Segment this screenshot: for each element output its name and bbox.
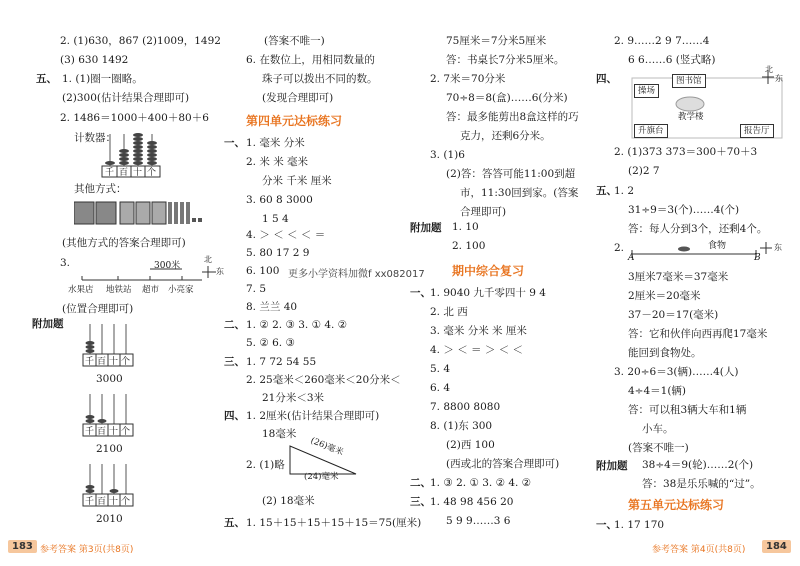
answer-line: 8. 兰兰 40 bbox=[246, 301, 298, 313]
answer-line: 18毫米 bbox=[262, 428, 297, 440]
answer-line: 37－20＝17(毫米) bbox=[628, 309, 719, 321]
answer-line: 答：书桌长7分米5厘米。 bbox=[446, 54, 565, 66]
answer-line: 2. 25毫米＜260毫米＜20分米＜ bbox=[246, 374, 401, 386]
route-diagram bbox=[62, 255, 224, 300]
answer-line: 3. (1)6 bbox=[430, 149, 465, 161]
abacus-label: 千 bbox=[105, 168, 115, 178]
abacus-label: 个 bbox=[121, 497, 131, 507]
food-label: 食物 bbox=[708, 241, 727, 251]
answer-line: 答：可以租3辆大车和1辆 bbox=[628, 404, 747, 416]
abacus-label: 个 bbox=[121, 427, 131, 437]
abacus-illustration bbox=[100, 132, 162, 178]
map-place: 升旗台 bbox=[634, 124, 668, 138]
answer-line: 4. ＞ ＜ ＝ ＞ ＜ ＜ bbox=[430, 344, 524, 356]
answer-line: 答：每人分到3个，还剩4个。 bbox=[628, 223, 768, 235]
answer-line: (2)300(估计结果合理即可) bbox=[62, 92, 190, 104]
map-place: 教学楼 bbox=[678, 112, 704, 122]
triangle-side-label: (26)毫米 bbox=[309, 435, 345, 459]
triangle-side-label: (24)毫米 bbox=[304, 472, 339, 482]
answer-line: (3) 630 1492 bbox=[60, 54, 129, 66]
bonus-heading: 附加题 bbox=[596, 460, 628, 472]
footer-text: 参考答案 第3页(共8页) bbox=[40, 545, 134, 555]
bonus-heading: 附加题 bbox=[32, 318, 64, 330]
abacus-label: 千 bbox=[85, 497, 95, 507]
answer-line: 2. 米 米 毫米 bbox=[246, 156, 309, 168]
answer-line: 2. bbox=[614, 242, 625, 254]
answer-line: 3. 60 8 3000 bbox=[246, 194, 313, 206]
east-label: 东 bbox=[216, 267, 224, 276]
answer-line: 4. ＞ ＜ ＜ ＜ ＝ bbox=[246, 229, 326, 241]
section-title: 第五单元达标练习 bbox=[628, 498, 725, 512]
section-number: 五、 bbox=[36, 73, 57, 85]
page-number: 184 bbox=[762, 540, 791, 553]
answer-line: 21分米＜3米 bbox=[262, 392, 325, 404]
north-label: 北 bbox=[204, 255, 212, 264]
answer-line: 1 5 4 bbox=[262, 213, 289, 225]
distance-label: 300米 bbox=[154, 261, 181, 271]
answer-line: (其他方式的答案合理即可) bbox=[62, 237, 186, 249]
answer-line: 70÷8＝8(盒)……6(分米) bbox=[446, 92, 568, 104]
answer-line: (2)西 100 bbox=[446, 439, 495, 451]
answer-line: 1. 9040 九千零四十 9 4 bbox=[430, 287, 546, 299]
abacus-label: 千 bbox=[85, 357, 95, 367]
triangle-diagram bbox=[286, 435, 366, 482]
answer-line: 计数器： bbox=[74, 132, 116, 144]
question-number: 3. bbox=[60, 257, 71, 269]
answer-line: 2. (1)373 373＝300＋70＋3 bbox=[614, 146, 758, 158]
abacus-label: 十 bbox=[133, 168, 143, 178]
footer-text: 参考答案 第4页(共8页) bbox=[652, 545, 746, 555]
section-number: 四、 bbox=[224, 410, 245, 422]
section-title: 第四单元达标练习 bbox=[246, 114, 343, 128]
place-label: 地铁站 bbox=[106, 285, 132, 295]
answer-line: 2. 9……2 9 7……4 bbox=[614, 35, 710, 47]
section-number: 三、 bbox=[410, 496, 431, 508]
answer-line: 1. 10 bbox=[452, 221, 479, 233]
abacus-value: 2010 bbox=[96, 513, 123, 525]
section-number: 一、 bbox=[224, 137, 245, 149]
answer-line: 1. (1)圈一圈略。 bbox=[62, 73, 143, 85]
campus-map bbox=[628, 65, 788, 140]
answer-line: 其他方式： bbox=[74, 183, 127, 195]
answer-line: 8. (1)东 300 bbox=[430, 420, 493, 432]
answer-line: 6 6……6 (竖式略) bbox=[628, 54, 716, 66]
answer-line: 2. 北 西 bbox=[430, 306, 468, 318]
answer-line: (2)答：答答可能11:00到超 bbox=[446, 168, 576, 180]
answer-line: 6. 4 bbox=[430, 382, 451, 394]
answer-line: 3. 毫米 分米 米 厘米 bbox=[430, 325, 527, 337]
abacus-label: 十 bbox=[109, 497, 119, 507]
section-number: 一、 bbox=[596, 519, 617, 531]
answer-line: 2. (1)630，867 (2)1009，1492 bbox=[60, 35, 221, 47]
answer-line: 38÷4＝9(轮)……2(个) bbox=[642, 459, 754, 471]
answer-line: 答：最多能剪出8盒这样的巧 bbox=[446, 111, 579, 123]
abacus-illustration bbox=[82, 322, 136, 368]
answer-line: (2)2 7 bbox=[628, 165, 660, 177]
answer-line: 5. ② 6. ③ bbox=[246, 337, 295, 349]
abacus-label: 百 bbox=[119, 168, 129, 178]
answer-line: (2) 18毫米 bbox=[262, 495, 315, 507]
abacus-illustration bbox=[82, 462, 136, 508]
page-number: 183 bbox=[8, 540, 37, 553]
answer-line: 4÷4＝1(辆) bbox=[628, 385, 687, 397]
abacus-label: 百 bbox=[97, 357, 107, 367]
east-label: 东 bbox=[775, 74, 783, 83]
map-place: 操场 bbox=[634, 84, 659, 98]
answer-line: (答案不唯一) bbox=[628, 442, 689, 454]
answer-line: (西或北的答案合理即可) bbox=[446, 458, 560, 470]
answer-line: 7. 8800 8080 bbox=[430, 401, 501, 413]
abacus-value: 2100 bbox=[96, 443, 123, 455]
north-label: 北 bbox=[765, 65, 773, 74]
answer-line: 合理即可) bbox=[460, 206, 507, 218]
answer-line: 分米 千米 厘米 bbox=[262, 175, 332, 187]
abacus-label: 千 bbox=[85, 427, 95, 437]
section-number: 二、 bbox=[410, 477, 431, 489]
answer-line: 3厘米7毫米＝37毫米 bbox=[628, 271, 729, 283]
section-number: 五、 bbox=[224, 517, 245, 529]
point-label: A bbox=[628, 253, 635, 263]
place-label: 水果店 bbox=[68, 285, 94, 295]
point-label: B bbox=[754, 253, 761, 263]
answer-line: 能回到食物处。 bbox=[628, 347, 702, 359]
base-ten-blocks-illustration bbox=[74, 198, 204, 228]
answer-line: 5 9 9……3 6 bbox=[446, 515, 511, 527]
answer-line: (答案不唯一) bbox=[264, 35, 325, 47]
map-place: 报告厅 bbox=[740, 124, 774, 138]
answer-line: 市，11:30回到家。(答案 bbox=[460, 187, 579, 199]
answer-line: 珠子可以拨出不同的数。 bbox=[262, 73, 378, 85]
answer-line: 1. 2厘米(估计结果合理即可) bbox=[246, 410, 380, 422]
answer-line: (发现合理即可) bbox=[262, 92, 334, 104]
answer-line: 1. ② 2. ③ 3. ① 4. ② bbox=[246, 319, 348, 331]
answer-line: 2. (1)略 bbox=[246, 459, 285, 471]
abacus-label: 个 bbox=[121, 357, 131, 367]
answer-line: 2. 1486＝1000＋400＋80＋6 bbox=[60, 112, 209, 124]
section-title: 期中综合复习 bbox=[452, 264, 525, 278]
section-number: 五、 bbox=[596, 185, 617, 197]
section-number: 二、 bbox=[224, 319, 245, 331]
abacus-label: 百 bbox=[97, 497, 107, 507]
place-label: 小亮家 bbox=[168, 285, 194, 295]
answer-line: 1. 2 bbox=[614, 185, 635, 197]
section-number: 四、 bbox=[596, 73, 617, 85]
abacus-label: 十 bbox=[109, 427, 119, 437]
answer-line: 7. 5 bbox=[246, 283, 267, 295]
answer-line: 1. 7 72 54 55 bbox=[246, 356, 317, 368]
answer-line: 小车。 bbox=[642, 423, 674, 435]
abacus-label: 百 bbox=[97, 427, 107, 437]
section-number: 三、 bbox=[224, 356, 245, 368]
answer-line: 1. 15＋15＋15＋15＋15＝75(厘米) bbox=[246, 517, 422, 529]
answer-line: 31÷9＝3(个)……4(个) bbox=[628, 204, 740, 216]
answer-line: 2. 100 bbox=[452, 240, 486, 252]
answer-line: 6. 100 bbox=[246, 265, 280, 277]
answer-line: 6. 在数位上，用相同数量的 bbox=[246, 54, 375, 66]
east-label: 东 bbox=[774, 243, 782, 252]
abacus-label: 个 bbox=[147, 168, 157, 178]
answer-line: 1. 17 170 bbox=[614, 519, 665, 531]
answer-line: 5. 4 bbox=[430, 363, 451, 375]
answer-line: 1. 毫米 分米 bbox=[246, 137, 305, 149]
answer-line: 克力，还剩6分米。 bbox=[460, 130, 551, 142]
answer-line: 答：它和伙伴向西再爬17毫米 bbox=[628, 328, 768, 340]
answer-line: 75厘米＝7分米5厘米 bbox=[446, 35, 547, 47]
answer-line: (位置合理即可) bbox=[62, 303, 134, 315]
answer-line: 1. ③ 2. ① 3. ② 4. ② bbox=[430, 477, 532, 489]
watermark-text: 更多小学资料加微f xx082017 bbox=[288, 269, 425, 280]
answer-line: 5. 80 17 2 9 bbox=[246, 247, 310, 259]
place-label: 超市 bbox=[142, 285, 160, 295]
answer-line: 2厘米＝20毫米 bbox=[628, 290, 701, 302]
answer-line: 2. 7米＝70分米 bbox=[430, 73, 506, 85]
answer-line: 3. 20÷6＝3(辆)……4(人) bbox=[614, 366, 739, 378]
abacus-value: 3000 bbox=[96, 373, 123, 385]
abacus-label: 十 bbox=[109, 357, 119, 367]
ant-route-diagram bbox=[626, 236, 786, 264]
answer-line: 1. 48 98 456 20 bbox=[430, 496, 514, 508]
map-place: 图书馆 bbox=[672, 74, 706, 88]
abacus-illustration bbox=[82, 392, 136, 438]
bonus-heading: 附加题 bbox=[410, 222, 442, 234]
answer-line: 答：38是乐乐喊的“过”。 bbox=[642, 478, 761, 490]
section-number: 一、 bbox=[410, 287, 431, 299]
